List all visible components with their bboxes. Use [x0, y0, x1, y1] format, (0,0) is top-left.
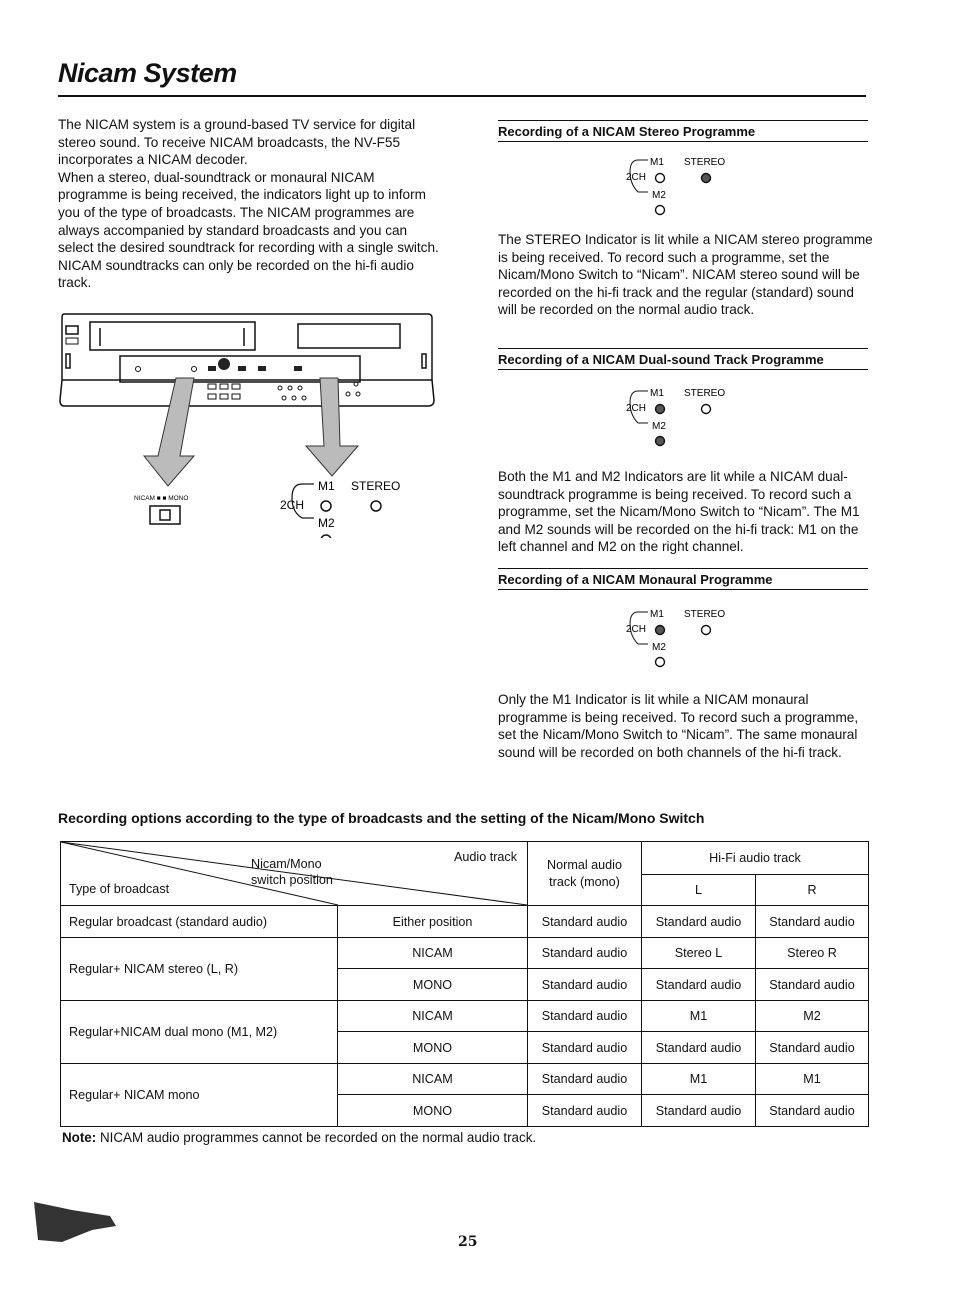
stereo-indicator-lamp: [702, 405, 711, 414]
stereo-indicator-lamp: [702, 174, 711, 183]
header-switch-line2: switch position: [251, 873, 333, 887]
m1-indicator-lamp: [656, 405, 665, 414]
switch-position: NICAM: [338, 938, 528, 969]
ch-label: 2CH: [626, 403, 647, 414]
indicator-stereo: [626, 156, 736, 216]
scan-ink-mark: [32, 1196, 122, 1246]
switch-position: MONO: [338, 1032, 528, 1064]
m2-label: M2: [652, 421, 666, 432]
m1-label: M1: [318, 479, 335, 493]
hifi-l: Stereo L: [642, 938, 756, 969]
m2-indicator-lamp: [656, 658, 665, 667]
m2-indicator-lamp: [656, 206, 665, 215]
switch-position: Either position: [338, 906, 528, 938]
normal-track: Standard audio: [528, 969, 642, 1001]
hifi-l: Standard audio: [642, 906, 756, 938]
normal-track: Standard audio: [528, 1095, 642, 1127]
hifi-r: Stereo R: [756, 938, 869, 969]
hifi-l: Standard audio: [642, 1032, 756, 1064]
section-heading-stereo: Recording of a NICAM Stereo Programme: [498, 120, 868, 142]
switch-label: NICAM ■ ■ MONO: [134, 495, 189, 502]
section-heading-dual: Recording of a NICAM Dual-sound Track Programme: [498, 348, 868, 370]
m1-indicator-lamp: [656, 626, 665, 635]
m1-label: M1: [650, 157, 664, 168]
m1-label: M1: [650, 388, 664, 399]
ch-label: 2CH: [626, 172, 647, 183]
header-type: Type of broadcast: [69, 882, 170, 896]
section-text-mono: Only the M1 Indicator is lit while a NICAM monaural programme is being received. To record such a programme, set the Nicam/Mono Switch to “Nicam”. The same monaural sound will be recorded on both channels of the hi-fi track.: [498, 692, 859, 760]
section-text-dual: Both the M1 and M2 Indicators are lit while a NICAM dual-soundtrack programme is being received. To record such a programme, set the Nicam/Mono Switch to “Nicam”. The M1 and M2 sounds will be recorded on the hi-fi track: M1 on the left channel and M2 on the right channel.: [498, 469, 860, 555]
ch-label: 2CH: [626, 624, 647, 635]
header-normal-audio: Normal audio track (mono): [528, 842, 642, 906]
hifi-l: Standard audio: [642, 969, 756, 1001]
hifi-l: Standard audio: [642, 1095, 756, 1127]
m2-label: M2: [652, 190, 666, 201]
section-heading-mono: Recording of a NICAM Monaural Programme: [498, 568, 868, 590]
stereo-label: STEREO: [351, 479, 401, 493]
stereo-label: STEREO: [684, 157, 726, 168]
ch-label: 2CH: [280, 498, 305, 512]
m1-indicator-lamp: [656, 174, 665, 183]
recording-options-table: [60, 841, 869, 1127]
intro-paragraph-1: The NICAM system is a ground-based TV service for digital stereo sound. To receive NICAM broadcasts, the NV-F55 incorporates a NICAM decoder.: [58, 117, 416, 168]
note-text: NICAM audio programmes cannot be recorded on the normal audio track.: [99, 1130, 537, 1145]
normal-track: Standard audio: [528, 906, 642, 938]
m2-label: M2: [652, 642, 666, 653]
note-label: Note:: [62, 1130, 97, 1145]
stereo-label: STEREO: [684, 609, 726, 620]
switch-position: NICAM: [338, 1064, 528, 1095]
page-title: Nicam System: [58, 58, 237, 88]
normal-track: Standard audio: [528, 938, 642, 969]
hifi-l: M1: [642, 1001, 756, 1032]
section-text-stereo: The STEREO Indicator is lit while a NICAM stereo programme is being received. To record such a programme, set the Nicam/Mono Switch to “Nicam”. NICAM stereo sound will be recorded on the hi-fi track and the regular (standard) sound will be recorded on the normal audio track.: [498, 232, 873, 318]
hifi-l: M1: [642, 1064, 756, 1095]
hifi-r: M2: [756, 1001, 869, 1032]
vcr-front-panel-illustration: [58, 308, 438, 538]
broadcast-type: Regular broadcast (standard audio): [61, 906, 338, 938]
hifi-r: Standard audio: [756, 906, 869, 938]
broadcast-type: Regular+ NICAM mono: [61, 1064, 338, 1127]
stereo-label: STEREO: [684, 388, 726, 399]
intro-text: [58, 116, 443, 292]
normal-track: Standard audio: [528, 1032, 642, 1064]
options-heading: Recording options according to the type of broadcasts and the setting of the Nicam/Mono Switch: [58, 810, 705, 826]
hifi-r: M1: [756, 1064, 869, 1095]
broadcast-type: Regular+NICAM dual mono (M1, M2): [61, 1001, 338, 1064]
switch-position: NICAM: [338, 1001, 528, 1032]
switch-position: MONO: [338, 1095, 528, 1127]
indicator-mono: [626, 608, 736, 668]
hifi-r: Standard audio: [756, 1095, 869, 1127]
note: [62, 1130, 536, 1145]
header-audio-track: Audio track: [454, 850, 517, 864]
page-number: 25: [458, 1234, 478, 1250]
normal-track: Standard audio: [528, 1001, 642, 1032]
broadcast-type: Regular+ NICAM stereo (L, R): [61, 938, 338, 1001]
table-header-diagonal: [61, 842, 528, 906]
m2-indicator-lamp: [656, 437, 665, 446]
stereo-indicator-lamp: [702, 626, 711, 635]
header-r: R: [756, 874, 869, 906]
header-hifi: Hi-Fi audio track: [642, 842, 869, 875]
m2-label: M2: [318, 516, 335, 530]
indicator-dual: [626, 387, 736, 447]
header-switch-line1: Nicam/Mono: [251, 857, 322, 871]
normal-track: Standard audio: [528, 1064, 642, 1095]
title-rule: [58, 95, 866, 97]
m1-label: M1: [650, 609, 664, 620]
intro-paragraph-2: When a stereo, dual-soundtrack or monaural NICAM programme is being received, the indicators light up to inform you of the type of broadcasts. The NICAM programmes are always accompanied by standard broadcasts and you can select the desired soundtrack for recording with a single switch. NICAM soundtracks can only be recorded on the hi-fi audio track.: [58, 169, 439, 291]
header-l: L: [642, 874, 756, 906]
hifi-r: Standard audio: [756, 1032, 869, 1064]
switch-position: MONO: [338, 969, 528, 1001]
hifi-r: Standard audio: [756, 969, 869, 1001]
